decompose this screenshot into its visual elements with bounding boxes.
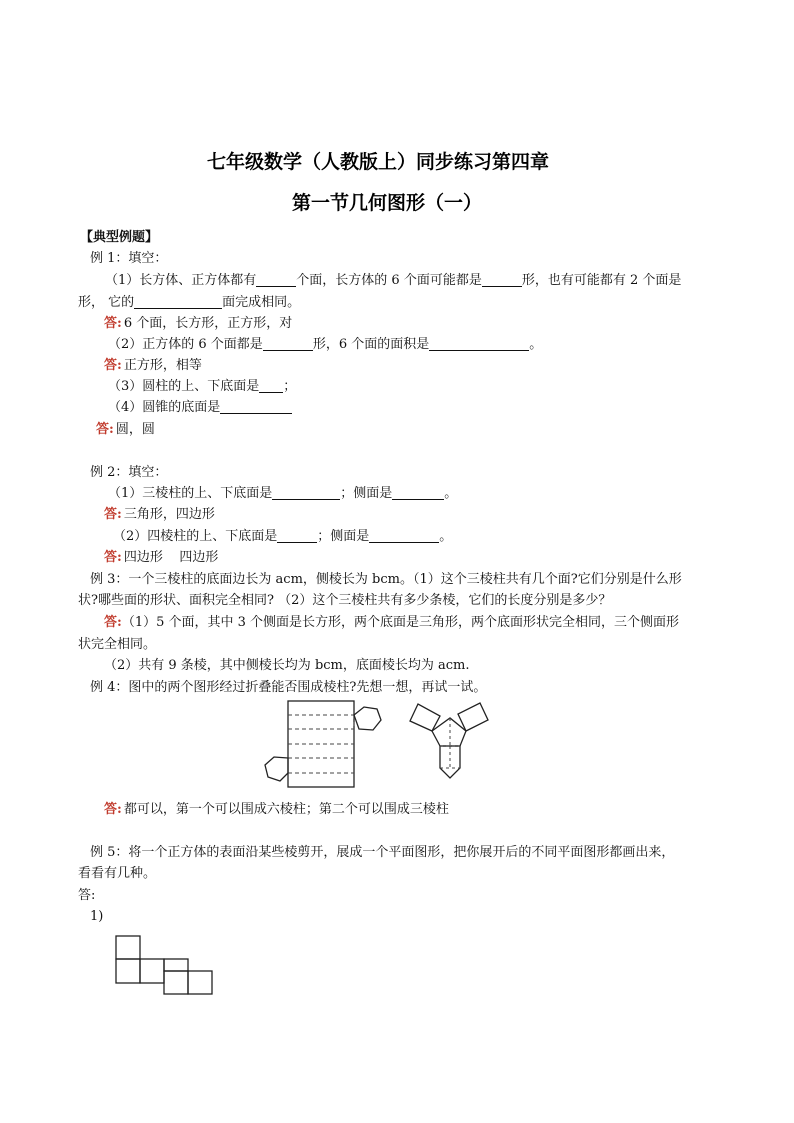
- ex1-q2-text-c: 。: [529, 337, 543, 352]
- ex4-answer: [104, 803, 449, 816]
- answer-label: 答:: [104, 358, 122, 373]
- blank: [263, 338, 313, 351]
- blank: [482, 274, 522, 287]
- page-title: 七年级数学（人教版上）同步练习第四章: [207, 151, 550, 173]
- ex5-answer-label: 答:: [78, 888, 96, 903]
- ex1-q2-text-a: （2）正方体的 6 个面都是: [108, 337, 263, 352]
- answer-label: 答:: [104, 316, 122, 331]
- ex2-q1: [108, 487, 457, 500]
- ex2-q2-text-b: ；侧面是: [317, 529, 370, 544]
- blank: [369, 530, 439, 543]
- answer-text: 圆，圆: [115, 422, 155, 437]
- answer-label: 答:: [104, 802, 122, 817]
- ex1-q1-text-d: 形， 它的: [78, 295, 135, 310]
- answer-text: 正方形，相等: [123, 358, 202, 373]
- answer-label: 答:: [104, 615, 122, 630]
- blank: [272, 487, 340, 500]
- ex1-q1-text-c: 形，也有可能都有 2 个面是: [521, 273, 682, 288]
- ex1-q2: [108, 338, 542, 351]
- blank: [277, 530, 317, 543]
- ex3-answer1-cont: 状完全相同。: [78, 637, 157, 652]
- answer-text: 6 个面，长方形，正方形，对: [123, 316, 293, 331]
- ex1-answer34: [96, 423, 155, 436]
- ex1-q3-text-a: （3）圆柱的上、下底面是: [108, 379, 260, 394]
- blank: [392, 487, 444, 500]
- triangular-prism-net-figure: [400, 696, 500, 786]
- ex2-q1-text-c: 。: [444, 486, 458, 501]
- blank: [220, 401, 292, 414]
- answer-text: 都可以，第一个可以围成六棱柱；第二个可以围成三棱柱: [123, 802, 449, 817]
- hexagonal-prism-net-figure: [260, 696, 385, 796]
- answer-label: 答:: [104, 550, 122, 565]
- ex3-answer2: （2）共有 9 条棱，其中侧棱长均为 bcm，底面棱长均为 acm.: [104, 658, 470, 673]
- ex2-answer2: [104, 551, 218, 564]
- answer-text: 三角形，四边形: [123, 507, 215, 522]
- ex2-q1-text-b: ；侧面是: [340, 486, 393, 501]
- ex1-q4: [108, 401, 292, 414]
- blank: [429, 338, 529, 351]
- ex3-line2: 状?哪些面的形状、面积完全相同? （2）这个三棱柱共有多少条棱，它们的长度分别是多少？: [78, 593, 612, 608]
- ex2-q1-text-a: （1）三棱柱的上、下底面是: [108, 486, 273, 501]
- ex5-item1-label: 1): [90, 909, 104, 924]
- answer-label: 答:: [104, 507, 122, 522]
- ex1-q4-text: （4）圆锥的底面是: [108, 400, 221, 415]
- ex1-q2-text-b: 形，6 个面的面积是: [312, 337, 430, 352]
- ex2-answer1: [104, 508, 215, 521]
- ex1-q3-text-b: ；: [283, 379, 297, 394]
- blank: [259, 380, 283, 393]
- blank: [134, 296, 222, 309]
- answer-text: 四边形 四边形: [123, 550, 219, 565]
- ex1-q3: [108, 380, 296, 393]
- ex4-question: 例 4：图中的两个图形经过折叠能否围成棱柱?先想一想，再试一试。: [90, 680, 487, 695]
- ex2-q2-text-a: （2）四棱柱的上、下底面是: [113, 529, 278, 544]
- ex1-q1-text-e: 面完成相同。: [222, 295, 301, 310]
- ex3-answer1: [104, 616, 679, 629]
- ex1-q1-text-a: （1）长方体、正方体都有: [105, 273, 257, 288]
- answer-label: 答:: [96, 422, 114, 437]
- ex2-q2-text-c: 。: [439, 529, 453, 544]
- ex2-heading: 例 2：填空：: [90, 465, 168, 480]
- ex1-heading: 例 1：填空：: [90, 251, 168, 266]
- ex2-q2: [113, 530, 452, 543]
- ex1-q1-text-b: 个面，长方体的 6 个面可能都是: [296, 273, 482, 288]
- cube-net-figure: [110, 930, 220, 1000]
- blank: [256, 274, 296, 287]
- ex1-answer2: [104, 359, 202, 372]
- ex1-answer1: [104, 317, 292, 330]
- page-subtitle: 第一节几何图形（一）: [292, 192, 483, 214]
- section-heading: 【典型例题】: [80, 230, 159, 245]
- ex1-q1-line2: [78, 296, 300, 309]
- ex5-line2: 看看有几种。: [78, 866, 157, 881]
- ex3-line1: 例 3：一个三棱柱的底面边长为 acm，侧棱长为 bcm。（1）这个三棱柱共有几个面?它们分别是什么形: [90, 572, 682, 587]
- ex5-line1: 例 5：将一个正方体的表面沿某些棱剪开，展成一个平面图形，把你展开后的不同平面图形都画出来，: [90, 845, 675, 860]
- answer-text: （1）5 个面，其中 3 个侧面是长方形，两个底面是三角形，两个底面形状完全相同，三个侧面形: [121, 615, 680, 630]
- ex1-q1-line1: [105, 274, 681, 287]
